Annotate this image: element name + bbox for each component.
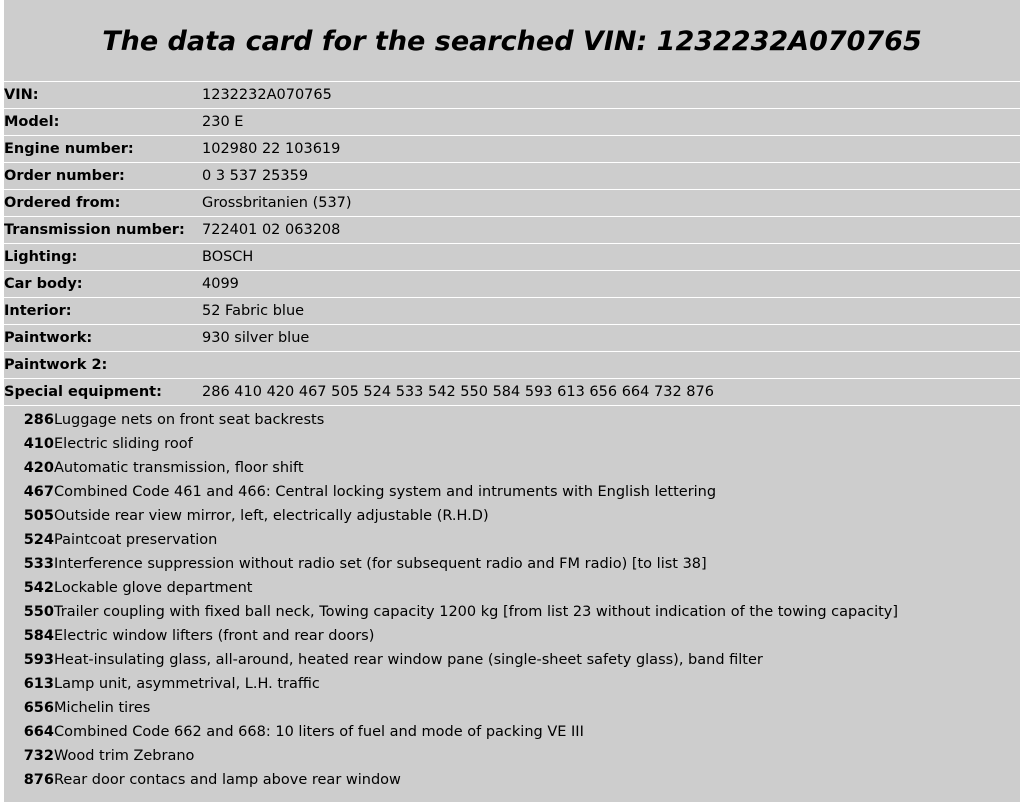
list-item xyxy=(4,696,1020,720)
equipment-description: Combined Code 662 and 668: 10 liters of fuel and mode of packing VE III xyxy=(54,724,584,740)
field-label-interior: Interior: xyxy=(4,303,72,319)
equipment-description: Lockable glove department xyxy=(54,580,253,596)
equipment-description: Lamp unit, asymmetrival, L.H. traffic xyxy=(54,676,320,692)
field-label-special-equipment: Special equipment: xyxy=(4,384,162,400)
equipment-description: Luggage nets on front seat backrests xyxy=(54,412,325,428)
field-label-engine-number: Engine number: xyxy=(4,141,134,157)
list-item xyxy=(4,648,1020,672)
field-value-order-number: 0 3 537 25359 xyxy=(202,168,309,184)
equipment-description: Trailer coupling with fixed ball neck, Towing capacity 1200 kg [from list 23 without indication of the towing capacity] xyxy=(54,604,899,620)
equipment-description: Interference suppression without radio set (for subsequent radio and FM radio) [to list 38] xyxy=(54,556,707,572)
table-row xyxy=(4,217,1020,244)
page-title: The data card for the searched VIN: 1232232A070765 xyxy=(102,26,922,57)
table-row xyxy=(4,163,1020,190)
field-value-paintwork-2 xyxy=(202,352,1020,379)
list-item xyxy=(4,720,1020,744)
table-row xyxy=(4,190,1020,217)
list-item xyxy=(4,528,1020,552)
field-value-transmission-number: 722401 02 063208 xyxy=(202,222,341,238)
equipment-code: 286 xyxy=(23,412,54,428)
equipment-description: Wood trim Zebrano xyxy=(54,748,195,764)
table-row xyxy=(4,244,1020,271)
field-value-lighting: BOSCH xyxy=(202,249,254,265)
list-item xyxy=(4,408,1020,432)
field-label-transmission-number: Transmission number: xyxy=(4,222,185,238)
equipment-code: 524 xyxy=(23,532,54,548)
equipment-description: Michelin tires xyxy=(54,700,151,716)
equipment-code: 533 xyxy=(23,556,54,572)
list-item xyxy=(4,504,1020,528)
list-item xyxy=(4,768,1020,792)
table-row xyxy=(4,379,1020,406)
equipment-code: 420 xyxy=(23,460,54,476)
list-item xyxy=(4,576,1020,600)
equipment-code: 664 xyxy=(23,724,54,740)
equipment-description: Heat-insulating glass, all-around, heated rear window pane (single-sheet safety glass), band filter xyxy=(54,652,763,668)
list-item xyxy=(4,432,1020,456)
equipment-code: 876 xyxy=(23,772,54,788)
equipment-code: 467 xyxy=(23,484,54,500)
equipment-code: 410 xyxy=(23,436,54,452)
equipment-description: Electric sliding roof xyxy=(54,436,193,452)
field-value-car-body: 4099 xyxy=(202,276,239,292)
field-label-car-body: Car body: xyxy=(4,276,83,292)
vehicle-data-table xyxy=(4,81,1020,406)
list-item xyxy=(4,744,1020,768)
equipment-description: Outside rear view mirror, left, electrically adjustable (R.H.D) xyxy=(54,508,489,524)
equipment-code: 732 xyxy=(23,748,54,764)
bottom-spacer xyxy=(4,792,1020,800)
equipment-description: Combined Code 461 and 466: Central locking system and intruments with English lettering xyxy=(54,484,717,500)
table-row xyxy=(4,298,1020,325)
equipment-code: 613 xyxy=(23,676,54,692)
field-label-lighting: Lighting: xyxy=(4,249,78,265)
field-value-ordered-from: Grossbritanien (537) xyxy=(202,195,352,211)
field-label-paintwork: Paintwork: xyxy=(4,330,93,346)
list-item xyxy=(4,600,1020,624)
equipment-code: 584 xyxy=(23,628,54,644)
field-value-paintwork: 930 silver blue xyxy=(202,330,310,346)
field-value-model: 230 E xyxy=(202,114,244,130)
equipment-code: 593 xyxy=(23,652,54,668)
list-item xyxy=(4,480,1020,504)
list-item xyxy=(4,672,1020,696)
list-item xyxy=(4,624,1020,648)
table-row xyxy=(4,82,1020,109)
list-item xyxy=(4,456,1020,480)
table-row xyxy=(4,352,1020,379)
field-label-paintwork-2: Paintwork 2: xyxy=(4,357,108,373)
equipment-code: 550 xyxy=(23,604,54,620)
table-row xyxy=(4,136,1020,163)
table-row xyxy=(4,325,1020,352)
equipment-description: Automatic transmission, floor shift xyxy=(54,460,304,476)
equipment-description: Rear door contacs and lamp above rear window xyxy=(54,772,401,788)
field-value-engine-number: 102980 22 103619 xyxy=(202,141,341,157)
table-row xyxy=(4,109,1020,136)
special-equipment-list xyxy=(4,408,1020,792)
equipment-code: 542 xyxy=(23,580,54,596)
field-value-vin: 1232232A070765 xyxy=(202,87,332,103)
field-value-special-equipment: 286 410 420 467 505 524 533 542 550 584 593 613 656 664 732 876 xyxy=(202,384,714,400)
list-item xyxy=(4,552,1020,576)
equipment-code: 656 xyxy=(23,700,54,716)
field-label-order-number: Order number: xyxy=(4,168,125,184)
equipment-description: Paintcoat preservation xyxy=(54,532,218,548)
field-value-interior: 52 Fabric blue xyxy=(202,303,305,319)
table-row xyxy=(4,271,1020,298)
field-label-vin: VIN: xyxy=(4,87,39,103)
equipment-description: Electric window lifters (front and rear doors) xyxy=(54,628,375,644)
field-label-model: Model: xyxy=(4,114,60,130)
field-label-ordered-from: Ordered from: xyxy=(4,195,121,211)
equipment-code: 505 xyxy=(23,508,54,524)
